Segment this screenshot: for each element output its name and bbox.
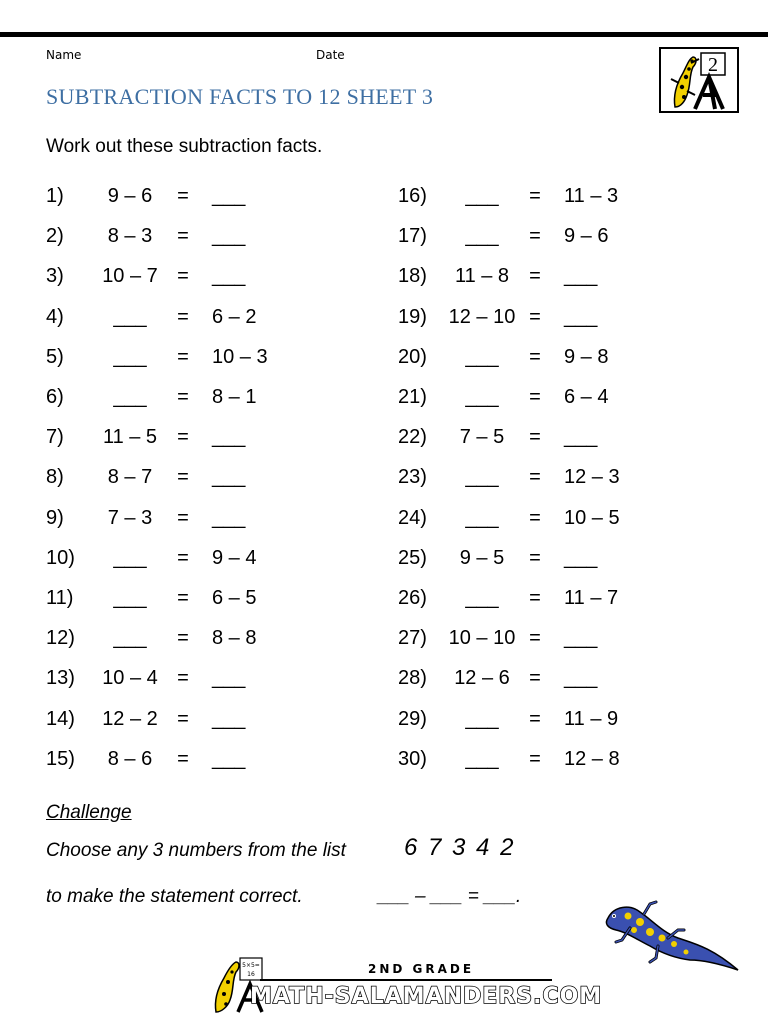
problem-equals: = <box>177 546 189 569</box>
problem-equals: = <box>177 225 189 248</box>
problem-number: 21) <box>398 386 427 408</box>
problem-right-side: ___ <box>212 506 246 529</box>
problem-row <box>398 377 718 417</box>
problem-left-side: 8 – 3 <box>107 225 153 248</box>
problem-right-side: ___ <box>564 426 598 449</box>
problem-number: 11) <box>46 587 74 609</box>
challenge-answer-blanks: ___ – ___ = ___. <box>378 886 522 907</box>
problem-row <box>46 578 366 618</box>
problem-row <box>46 538 366 578</box>
problem-equals: = <box>177 185 189 207</box>
problem-equals: = <box>529 627 541 650</box>
problem-number: 25) <box>398 546 427 569</box>
problem-row <box>398 176 718 216</box>
problem-right-side: 6 – 4 <box>564 386 609 408</box>
problem-left-side: ___ <box>465 506 499 529</box>
problem-number: 8) <box>46 466 64 489</box>
problem-right-side: ___ <box>212 426 246 449</box>
problem-right-side: ___ <box>212 747 246 770</box>
problem-number: 26) <box>398 587 427 609</box>
problem-row <box>398 498 718 538</box>
problem-number: 22) <box>398 426 427 449</box>
problem-equals: = <box>529 587 541 609</box>
problem-equals: = <box>177 506 189 529</box>
problem-right-side: 8 – 8 <box>212 627 257 650</box>
problem-left-side: ___ <box>465 225 499 248</box>
problem-left-side: 12 – 10 <box>448 305 516 328</box>
name-label: Name <box>46 48 82 62</box>
problem-left-side: ___ <box>465 587 499 609</box>
grade-badge-text: 2 <box>708 54 718 76</box>
problem-row <box>398 658 718 698</box>
problem-row <box>46 377 366 417</box>
problem-equals: = <box>529 345 541 368</box>
problem-number: 24) <box>398 506 427 529</box>
problem-left-side: ___ <box>113 546 147 569</box>
problem-left-side: ___ <box>465 386 499 408</box>
problem-number: 19) <box>398 305 427 328</box>
problem-right-side: ___ <box>212 707 246 730</box>
challenge-line-2: to make the statement correct. <box>46 886 303 907</box>
problem-right-side: ___ <box>564 305 598 328</box>
page-title: SUBTRACTION FACTS TO 12 SHEET 3 <box>46 84 434 109</box>
problem-left-side: 12 – 6 <box>454 667 510 690</box>
problem-equals: = <box>529 225 541 248</box>
problem-left-side: 9 – 5 <box>459 546 505 569</box>
problem-equals: = <box>177 667 189 690</box>
problem-row <box>46 498 366 538</box>
problem-right-side: ___ <box>212 265 246 288</box>
problem-equals: = <box>529 386 541 408</box>
problem-right-side: 12 – 8 <box>564 747 620 770</box>
problem-number: 14) <box>46 707 75 730</box>
problem-left-side: 11 – 5 <box>102 426 158 449</box>
problem-row <box>46 417 366 457</box>
problem-equals: = <box>177 265 189 288</box>
problem-row <box>46 337 366 377</box>
problem-row <box>398 578 718 618</box>
svg-text:5×5=: 5×5= <box>242 962 260 969</box>
problem-row <box>46 618 366 658</box>
problem-left-side: ___ <box>465 707 499 730</box>
problem-number: 10) <box>46 546 75 569</box>
problem-right-side: ___ <box>564 627 598 650</box>
problem-right-side: ___ <box>212 466 246 489</box>
problem-row <box>398 337 718 377</box>
problem-row <box>46 176 366 216</box>
salamander-icon <box>600 898 740 978</box>
problem-left-side: ___ <box>113 587 147 609</box>
problem-equals: = <box>529 466 541 489</box>
problem-equals: = <box>529 707 541 730</box>
problem-row <box>398 618 718 658</box>
problem-row <box>398 297 718 337</box>
problem-right-side: 6 – 2 <box>212 305 257 328</box>
problem-number: 20) <box>398 345 427 368</box>
problem-row <box>46 658 366 698</box>
problem-row <box>46 297 366 337</box>
problem-number: 23) <box>398 466 427 489</box>
problem-row <box>398 699 718 739</box>
problem-equals: = <box>529 546 541 569</box>
problem-equals: = <box>177 305 189 328</box>
problem-number: 28) <box>398 667 427 690</box>
svg-text:16: 16 <box>247 971 255 978</box>
problem-right-side: ___ <box>564 265 598 288</box>
problem-left-side: ___ <box>465 747 499 770</box>
instructions-text: Work out these subtraction facts. <box>46 136 323 157</box>
footer-site-name: MATH-SALAMANDERS.COM <box>250 984 603 1009</box>
problem-right-side: ___ <box>212 667 246 690</box>
problem-left-side: ___ <box>465 466 499 489</box>
problem-right-side: 11 – 7 <box>564 587 619 609</box>
problem-row <box>398 739 718 779</box>
problem-equals: = <box>177 627 189 650</box>
header-rule <box>0 32 768 37</box>
problem-row <box>46 216 366 256</box>
problem-number: 27) <box>398 627 427 650</box>
problem-equals: = <box>529 506 541 529</box>
challenge-title: Challenge <box>46 802 132 823</box>
problem-number: 4) <box>46 305 64 328</box>
problem-equals: = <box>529 667 541 690</box>
problem-left-side: 10 – 10 <box>448 627 516 650</box>
problem-number: 18) <box>398 265 427 288</box>
problem-number: 12) <box>46 627 75 650</box>
problem-number: 2) <box>46 225 64 248</box>
problem-left-side: 8 – 7 <box>107 466 153 489</box>
problem-equals: = <box>177 386 189 408</box>
problem-left-side: ___ <box>465 185 499 207</box>
problem-equals: = <box>177 345 189 368</box>
problem-right-side: 9 – 8 <box>564 345 609 368</box>
footer-grade-text: 2ND GRADE <box>368 962 475 976</box>
date-label: Date <box>316 48 345 62</box>
problem-number: 5) <box>46 345 64 368</box>
problem-number: 1) <box>46 185 64 207</box>
problem-left-side: 7 – 3 <box>107 506 153 529</box>
problem-left-side: 7 – 5 <box>459 426 505 449</box>
problem-right-side: 12 – 3 <box>564 466 620 489</box>
problem-right-side: 8 – 1 <box>212 386 257 408</box>
problem-equals: = <box>177 426 189 449</box>
problem-left-side: 11 – 8 <box>454 265 510 288</box>
problem-left-side: 9 – 6 <box>107 185 153 207</box>
challenge-line-1: Choose any 3 numbers from the list <box>46 840 346 861</box>
problem-right-side: ___ <box>564 546 598 569</box>
problem-right-side: 10 – 5 <box>564 506 620 529</box>
problem-left-side: ___ <box>113 305 147 328</box>
problem-row <box>398 538 718 578</box>
problem-left-side: ___ <box>465 345 499 368</box>
problem-left-side: 10 – 7 <box>102 265 158 288</box>
problem-number: 9) <box>46 506 64 529</box>
problem-number: 7) <box>46 426 64 449</box>
problem-number: 29) <box>398 707 427 730</box>
problem-row <box>46 739 366 779</box>
problem-row <box>46 256 366 296</box>
problem-equals: = <box>529 265 541 288</box>
problem-number: 6) <box>46 386 64 408</box>
problem-number: 15) <box>46 747 75 770</box>
problem-row <box>46 457 366 497</box>
problem-number: 13) <box>46 667 75 690</box>
footer-rule <box>260 979 552 981</box>
problem-equals: = <box>177 747 189 770</box>
problem-right-side: 10 – 3 <box>212 345 268 368</box>
problem-right-side: ___ <box>564 667 598 690</box>
problem-equals: = <box>529 185 541 207</box>
problem-number: 16) <box>398 185 427 207</box>
problem-number: 30) <box>398 747 427 770</box>
problem-right-side: ___ <box>212 225 246 248</box>
problem-right-side: 9 – 4 <box>212 546 257 569</box>
salamander-grade-2-logo-icon <box>659 47 739 113</box>
problem-left-side: 10 – 4 <box>102 667 158 690</box>
problem-right-side: ___ <box>212 185 246 207</box>
challenge-number-list: 6 7 3 4 2 <box>404 834 514 861</box>
problem-equals: = <box>177 587 189 609</box>
problem-equals: = <box>177 707 189 730</box>
problem-right-side: 6 – 5 <box>212 587 257 609</box>
problem-equals: = <box>177 466 189 489</box>
problem-left-side: ___ <box>113 386 147 408</box>
problem-right-side: 11 – 9 <box>564 707 619 730</box>
problem-equals: = <box>529 747 541 770</box>
problem-left-side: 12 – 2 <box>102 707 158 730</box>
problem-row <box>398 417 718 457</box>
problem-row <box>46 699 366 739</box>
problem-left-side: 8 – 6 <box>107 747 153 770</box>
problem-equals: = <box>529 305 541 328</box>
problem-equals: = <box>529 426 541 449</box>
problem-left-side: ___ <box>113 627 147 650</box>
problem-number: 17) <box>398 225 427 248</box>
problem-row <box>398 256 718 296</box>
problem-row <box>398 216 718 256</box>
problem-left-side: ___ <box>113 345 147 368</box>
problem-row <box>398 457 718 497</box>
problem-number: 3) <box>46 265 64 288</box>
problem-right-side: 11 – 3 <box>564 185 619 207</box>
problem-right-side: 9 – 6 <box>564 225 609 248</box>
